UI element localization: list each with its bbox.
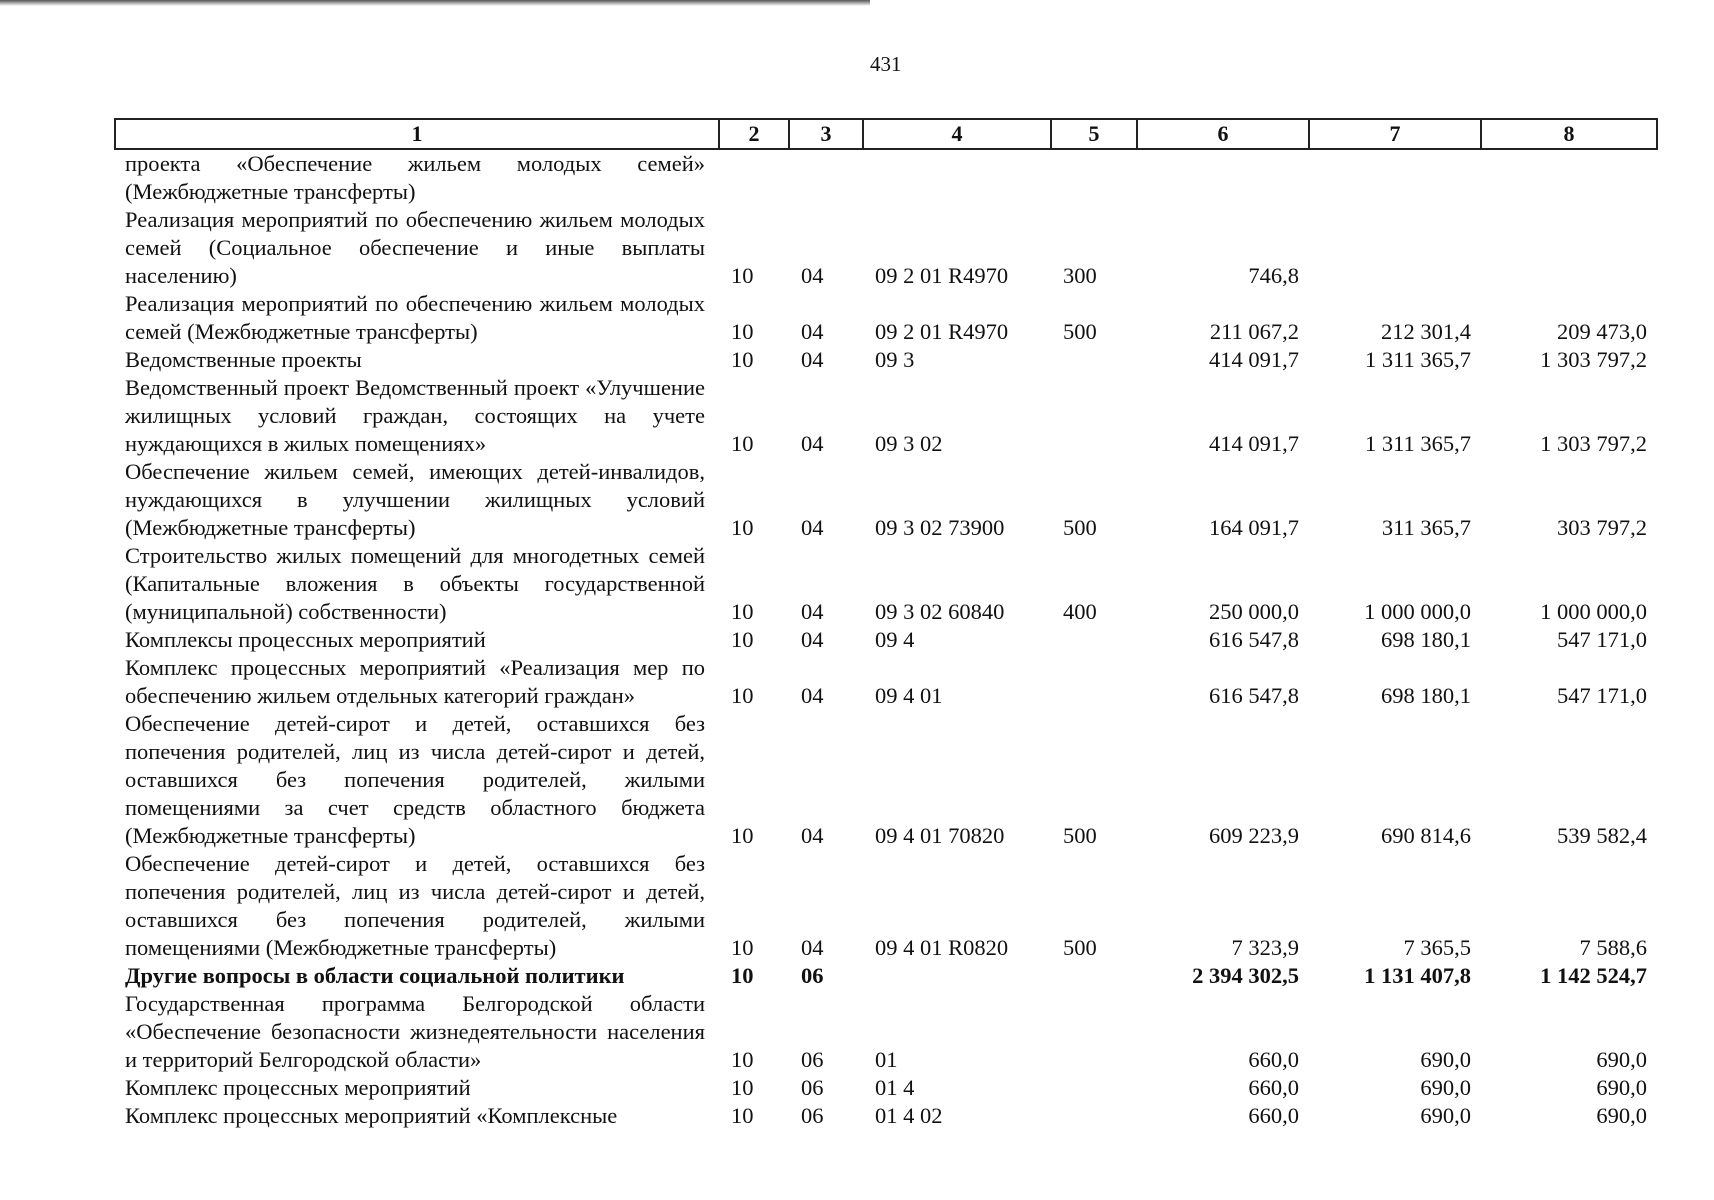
- row-section: 10: [731, 431, 754, 456]
- row-amount-col6: 414 091,7: [1209, 431, 1299, 456]
- row-subsection: 04: [801, 599, 824, 624]
- row-expense-type: [1051, 1074, 1137, 1102]
- row-amount-col8: 690,0: [1596, 1103, 1647, 1128]
- row-amount-col6: 250 000,0: [1209, 599, 1299, 624]
- row-subsection: 06: [801, 963, 824, 988]
- row-target-article: 09 3 02: [875, 431, 943, 456]
- row-name: Ведомственные проекты: [125, 347, 362, 372]
- row-amount-col6: 660,0: [1248, 1047, 1299, 1072]
- row-amount-col7: 690,0: [1420, 1103, 1471, 1128]
- row-section: 10: [731, 515, 754, 540]
- row-name: Строительство жилых помещений для многодетных семей (Капитальные вложения в объекты государственной (муниципальной) собственности): [125, 543, 705, 624]
- row-amount-col6: 414 091,7: [1209, 347, 1299, 372]
- row-subsection: 06: [801, 1103, 824, 1128]
- row-name: Реализация мероприятий по обеспечению жильем молодых семей (Межбюджетные трансферты): [125, 291, 705, 344]
- row-section: 10: [731, 1047, 754, 1072]
- row-subsection: 04: [801, 627, 824, 652]
- row-section: 10: [731, 963, 754, 988]
- row-subsection: 06: [801, 1047, 824, 1072]
- row-target-article: 09 3 02 60840: [875, 599, 1005, 624]
- row-amount-col7: 212 301,4: [1381, 319, 1471, 344]
- table-row: [115, 206, 1657, 290]
- row-expense-type: [1051, 626, 1137, 654]
- header-col-8: 8: [1481, 119, 1657, 149]
- table-row: [115, 542, 1657, 626]
- row-expense-type: [1051, 962, 1137, 990]
- row-amount-col7: 1 000 000,0: [1364, 599, 1471, 624]
- row-amount-col7: 1 131 407,8: [1364, 963, 1471, 988]
- row-subsection: 04: [801, 823, 824, 848]
- row-amount-col7: 698 180,1: [1381, 627, 1471, 652]
- row-expense-type: 500: [1063, 319, 1097, 344]
- row-amount-col8: 1 000 000,0: [1540, 599, 1647, 624]
- row-amount-col7: 7 365,5: [1403, 935, 1471, 960]
- row-target-article: 01 4 02: [875, 1103, 943, 1128]
- row-expense-type: [1051, 149, 1137, 206]
- table-row: [115, 374, 1657, 458]
- row-amount-col6: 211 067,2: [1209, 319, 1299, 344]
- row-expense-type: [1051, 1102, 1137, 1130]
- row-section: [719, 149, 789, 206]
- row-target-article: 01 4: [875, 1075, 915, 1100]
- row-section: 10: [731, 683, 754, 708]
- row-amount-col8: 7 588,6: [1579, 935, 1647, 960]
- row-expense-type: [1051, 990, 1137, 1074]
- table-row: [115, 626, 1657, 654]
- row-amount-col6: 746,8: [1248, 263, 1299, 288]
- row-subsection: 04: [801, 683, 824, 708]
- row-name: Комплекс процессных мероприятий «Реализация мер по обеспечению жильем отдельных категорий граждан»: [125, 655, 705, 708]
- row-amount-col8: 1 303 797,2: [1540, 347, 1647, 372]
- table-row: [115, 850, 1657, 962]
- row-target-article: 01: [875, 1047, 898, 1072]
- header-col-1: 1: [115, 119, 719, 149]
- row-amount-col8: [1481, 149, 1657, 206]
- row-target-article: 09 4 01 70820: [875, 823, 1005, 848]
- table-row: [115, 710, 1657, 850]
- row-amount-col7: 690,0: [1420, 1047, 1471, 1072]
- row-section: 10: [731, 627, 754, 652]
- row-amount-col7: 698 180,1: [1381, 683, 1471, 708]
- table-row: [115, 990, 1657, 1074]
- row-target-article: 09 3 02 73900: [875, 515, 1005, 540]
- row-amount-col6: 660,0: [1248, 1075, 1299, 1100]
- row-target-article: 09 2 01 R4970: [875, 319, 1009, 344]
- header-col-5: 5: [1051, 119, 1137, 149]
- row-amount-col7: 311 365,7: [1381, 515, 1471, 540]
- header-col-7: 7: [1309, 119, 1481, 149]
- row-name: Обеспечение жильем семей, имеющих детей-инвалидов, нуждающихся в улучшении жилищных условий (Межбюджетные трансферты): [125, 459, 705, 540]
- table-row: [115, 149, 1657, 206]
- header-col-2: 2: [719, 119, 789, 149]
- row-name: Комплекс процессных мероприятий «Комплексные: [125, 1103, 618, 1128]
- budget-table: [114, 118, 1658, 1130]
- row-amount-col6: 164 091,7: [1209, 515, 1299, 540]
- row-expense-type: 400: [1063, 599, 1097, 624]
- row-amount-col6: 660,0: [1248, 1103, 1299, 1128]
- row-subsection: 04: [801, 431, 824, 456]
- row-section: 10: [731, 599, 754, 624]
- table-body: [115, 149, 1657, 1130]
- row-section: 10: [731, 823, 754, 848]
- row-expense-type: [1051, 346, 1137, 374]
- row-name: Комплексы процессных мероприятий: [125, 627, 486, 652]
- row-subsection: [789, 149, 863, 206]
- row-name: проекта «Обеспечение жильем молодых семей» (Межбюджетные трансферты): [125, 151, 705, 204]
- row-name: Комплекс процессных мероприятий: [125, 1075, 471, 1100]
- row-section: 10: [731, 935, 754, 960]
- row-amount-col8: 547 171,0: [1557, 627, 1647, 652]
- row-target-article: 09 4: [875, 627, 915, 652]
- scan-edge-artifact: [0, 0, 870, 6]
- row-expense-type: 300: [1063, 263, 1097, 288]
- header-col-4: 4: [863, 119, 1051, 149]
- row-name: Реализация мероприятий по обеспечению жильем молодых семей (Социальное обеспечение и иные выплаты населению): [125, 207, 705, 288]
- row-amount-col8: 1 303 797,2: [1540, 431, 1647, 456]
- row-subsection: 04: [801, 515, 824, 540]
- table-row: [115, 346, 1657, 374]
- row-name: Другие вопросы в области социальной политики: [125, 963, 625, 988]
- row-name: Обеспечение детей-сирот и детей, оставшихся без попечения родителей, лиц из числа детей-сирот и детей, оставшихся без попечения родителей, жилыми помещениями (Межбюджетные трансферты): [125, 851, 705, 960]
- row-target-article: 09 4 01: [875, 683, 943, 708]
- row-target-article: 09 3: [875, 347, 915, 372]
- row-target-article: 09 2 01 R4970: [875, 263, 1009, 288]
- row-amount-col8: 1 142 524,7: [1540, 963, 1647, 988]
- row-amount-col7: [1309, 206, 1481, 290]
- row-section: 10: [731, 347, 754, 372]
- row-amount-col8: [1481, 206, 1657, 290]
- row-name: Обеспечение детей-сирот и детей, оставшихся без попечения родителей, лиц из числа детей-сирот и детей, оставшихся без попечения родителей, жилыми помещениями за счет средств областного бюджета (Межбюджетные трансферты): [125, 711, 705, 848]
- row-amount-col8: 690,0: [1596, 1075, 1647, 1100]
- row-amount-col8: 539 582,4: [1557, 823, 1647, 848]
- row-section: 10: [731, 319, 754, 344]
- row-amount-col7: [1309, 149, 1481, 206]
- row-section: 10: [731, 1103, 754, 1128]
- row-expense-type: 500: [1063, 823, 1097, 848]
- row-expense-type: [1051, 654, 1137, 710]
- row-target-article: [863, 149, 1051, 206]
- row-amount-col8: 690,0: [1596, 1047, 1647, 1072]
- table-header: [115, 119, 1657, 149]
- row-subsection: 06: [801, 1075, 824, 1100]
- page-number: 431: [870, 52, 902, 76]
- row-amount-col7: 690 814,6: [1381, 823, 1471, 848]
- table-row: [115, 1102, 1657, 1130]
- row-amount-col8: 209 473,0: [1557, 319, 1647, 344]
- table-row: [115, 290, 1657, 346]
- row-expense-type: [1051, 374, 1137, 458]
- table-row: [115, 458, 1657, 542]
- row-section: 10: [731, 263, 754, 288]
- row-amount-col6: 616 547,8: [1209, 627, 1299, 652]
- row-section: 10: [731, 1075, 754, 1100]
- table-row: [115, 1074, 1657, 1102]
- row-amount-col6: 7 323,9: [1231, 935, 1299, 960]
- row-amount-col6: 616 547,8: [1209, 683, 1299, 708]
- row-expense-type: 500: [1063, 935, 1097, 960]
- row-amount-col6: 2 394 302,5: [1192, 963, 1299, 988]
- row-amount-col7: 1 311 365,7: [1364, 431, 1471, 456]
- row-subsection: 04: [801, 319, 824, 344]
- table-header-row: [115, 119, 1657, 149]
- header-col-6: 6: [1137, 119, 1309, 149]
- table-row: [115, 962, 1657, 990]
- row-subsection: 04: [801, 935, 824, 960]
- row-expense-type: 500: [1063, 515, 1097, 540]
- row-amount-col8: 303 797,2: [1557, 515, 1647, 540]
- row-amount-col6: 609 223,9: [1209, 823, 1299, 848]
- row-amount-col8: 547 171,0: [1557, 683, 1647, 708]
- row-target-article: [863, 962, 1051, 990]
- row-subsection: 04: [801, 347, 824, 372]
- header-col-3: 3: [789, 119, 863, 149]
- row-name: Ведомственный проект Ведомственный проект «Улучшение жилищных условий граждан, состоящих на учете нуждающихся в жилых помещениях»: [125, 375, 705, 456]
- row-name: Государственная программа Белгородской области «Обеспечение безопасности жизнедеятельности населения и территорий Белгородской области»: [125, 991, 705, 1072]
- table-row: [115, 654, 1657, 710]
- row-amount-col7: 1 311 365,7: [1364, 347, 1471, 372]
- row-amount-col7: 690,0: [1420, 1075, 1471, 1100]
- row-subsection: 04: [801, 263, 824, 288]
- row-amount-col6: [1137, 149, 1309, 206]
- row-target-article: 09 4 01 R0820: [875, 935, 1009, 960]
